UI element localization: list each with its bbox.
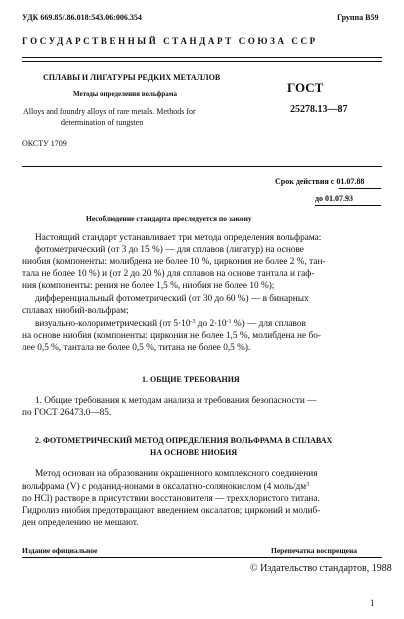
standard-banner: ГОСУДАРСТВЕННЫЙ СТАНДАРТ СОЮЗА ССР — [22, 36, 318, 46]
document-title: СПЛАВЫ И ЛИГАТУРЫ РЕДКИХ МЕТАЛЛОВ — [43, 73, 221, 82]
section1-heading: 1. ОБЩИЕ ТРЕБОВАНИЯ — [142, 375, 240, 384]
gost-number: 25278.13—87 — [290, 104, 348, 115]
english-title-line1: Alloys and foundry alloys of rare metals. Methods for — [23, 107, 196, 116]
copyright: © Издательство стандартов, 1988 — [250, 563, 392, 574]
gost-label: ГОСТ — [287, 80, 324, 95]
section2-line: Гидролиз ниобия предотвращают введением оксалатов; цирконий и молиб- — [22, 506, 321, 516]
validity-start: Срок действия с 01.07.88 — [275, 177, 365, 186]
validity-end: до 01.07.93 — [315, 194, 354, 203]
intro-line: тала не более 10 %) и (от 2 до 20 %) для сплавов на основе тантала и гаф- — [22, 269, 315, 279]
english-title-line2: determination of tungsten — [61, 118, 144, 127]
intro-line: ния (компоненты: рения не более 1,5 %, ниобия не более 10 %); — [22, 281, 275, 291]
intro-line: Настоящий стандарт устанавливает три метода определения вольфрама: — [35, 233, 322, 243]
section1-line: 1. Общие требования к методам анализа и требования безопасности — — [35, 396, 317, 406]
footer-divider — [22, 557, 382, 558]
section2-line: по HCl) растворе в присутствии восстановителя — треххлористого титана. — [22, 494, 320, 504]
section1-line: по ГОСТ 26473.0—85. — [22, 408, 112, 418]
official-edition: Издание официальное — [22, 546, 98, 555]
intro-line: дифференциальный фотометрический (от 30 до 60 %) — в бинарных — [35, 294, 309, 304]
intro-line: сплавах ниобий-вольфрам; — [22, 306, 129, 316]
okstu-code: ОКСТУ 1709 — [22, 139, 67, 148]
intro-line: фотометрический (от 3 до 15 %) — для сплавов (лигатур) на основе — [35, 245, 304, 255]
section2-line: Метод основан на образовании окрашенного комплексного соединения — [35, 469, 318, 479]
section2-line: ден определению не мешают. — [22, 518, 139, 528]
udk-code: УДК 669.85/.86.018:543.06:006.354 — [22, 13, 142, 22]
group-code: Группа В59 — [337, 13, 379, 22]
title-divider — [22, 166, 382, 167]
section2-line-unit: вольфрама (V) с роданид-ионами в оксалатно-солянокислом (4 моль/$дм^3$ — [22, 482, 310, 492]
section2-heading-line2: НА ОСНОВЕ НИОБИЯ — [150, 448, 238, 457]
header-divider — [22, 57, 382, 62]
violation-notice: Несоблюдение стандарта преследуется по закону — [86, 214, 252, 223]
intro-line: ниобия (компоненты: молибдена не более 10 %, циркония не более 2 %, тан- — [22, 257, 326, 267]
reprint-notice: Перепечатка воспрещена — [271, 546, 358, 555]
validity-end-underline — [315, 205, 381, 206]
page-number: 1 — [370, 598, 375, 608]
intro-line-range: визуально-колориметрический (от $5\cdot 10^{-3}$ до $2\cdot 10^{-1}$ %) — для сплавов — [35, 319, 306, 329]
validity-start-underline — [339, 188, 381, 189]
intro-line: лее 0,5 %, тантала не более 0,5 %, титана не более 0,5 %). — [22, 343, 251, 353]
document-subtitle: Методы определения вольфрама — [73, 90, 177, 98]
section2-heading-line1: 2. ФОТОМЕТРИЧЕСКИЙ МЕТОД ОПРЕДЕЛЕНИЯ ВОЛЬФРАМА В СПЛАВАХ — [35, 436, 333, 445]
intro-line: на основе ниобия (компоненты: циркония не более 1,5 %, молибдена не бо- — [22, 331, 321, 341]
